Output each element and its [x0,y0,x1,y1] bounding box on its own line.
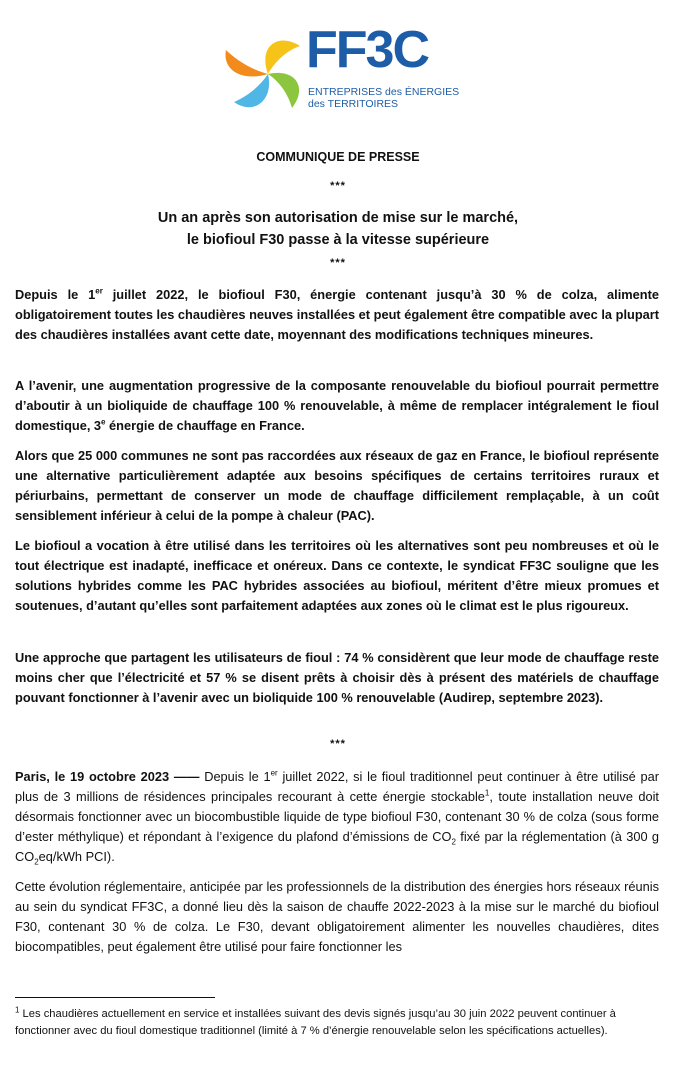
logo-tagline-line2: des TERRITOIRES [308,98,399,110]
body-paragraph-2: Cette évolution réglementaire, anticipée par les professionnels de la distribution des énergies hors réseaux réunis au sein du syndicat FF3C, a donné lieu dès la saison de chauffe 2022-2023 à la mise sur le marché du biofioul F30, contenant 30 % de colza. Le F30, devant obligatoirement alimenter les nouvelles chaudières, dites biocompatibles, peut également être utilisé pour faire fonctionner les [15,879,659,954]
intro-paragraph-4: Le biofioul a vocation à être utilisé dans les territoires où les alternatives sont peu nombreuses et où le tout électrique est inadapté, inefficace et onéreux. Dans ce contexte, le syndicat FF3C souligne que les solutions hybrides comme les PAC hybrides associées au biofioul, méritent d’être mieux promues et soutenues, d’autant qu’elles sont parfaitement adaptées aux zones où le climat est le plus rigoureux. [15,538,659,613]
separator: *** [330,738,346,750]
footnote: $^1$ Les chaudières actuellement en service et installées suivant des devis signés jusqu’au 30 juin 2022 peuvent continuer à fonctionner avec du fioul domestique traditionnel (limité à 7 % d’énergie renouvelable selon les spécifications actuelles). [15,1005,616,1037]
dateline: Paris, le 19 octobre 2023 [15,769,170,784]
intro-paragraph-1: Depuis le 1er juillet 2022, le biofioul F30, énergie contenant jusqu’à 30 % de colza, alimente obligatoirement toutes les chaudières neuves installées et peut également être compatible avec la plupart des chaudières installées avant cette date, moyennant des modifications techniques mineures. [15,286,659,342]
intro-paragraph-2: A l’avenir, une augmentation progressive de la composante renouvelable du biofioul pourrait permettre d’aboutir à un bioliquide de chauffage 100 % renouvelable, à même de remplacer intégralement le fioul domestique, 3e énergie de chauffage en France. [15,378,659,433]
footnote-ref: 1 [484,788,490,798]
headline-line2: le biofioul F30 passe à la vitesse supérieure [186,232,490,248]
separator: *** [330,257,346,269]
intro-paragraph-3: Alors que 25 000 communes ne sont pas raccordées aux réseaux de gaz en France, le biofioul représente une alternative particulièrement adaptée aux besoins spécifiques de certains territoires ruraux et périurbains, permettant de conserver un mode de chauffage difficilement remplaçable, à un coût sensiblement inférieur à celui de la pompe à chaleur (PAC). [15,448,659,523]
headline [15,207,661,251]
document-type-heading: COMMUNIQUE DE PRESSE [256,150,420,164]
footnote-divider [15,997,215,998]
separator: *** [330,180,346,192]
ff3c-logo [218,16,458,126]
headline-line1: Un an après son autorisation de mise sur le marché, [157,210,519,226]
logo-wordmark: FF3C [306,21,428,79]
pinwheel-logo-icon [218,16,308,126]
logo-tagline-line1: ENTREPRISES des ÉNERGIES [308,86,460,98]
body-paragraph-1: Paris, le 19 octobre 2023 —— Depuis le 1er juillet 2022, si le fioul traditionnel peut continuer à être utilisé par plus de 3 millions de résidences principales recourant à cette énergie stockable$^1$, toute installation neuve doit désormais fonctionner avec un biocombustible liquide de type biofioul F30, contenant 30 % de colza (sous forme d’ester méthylique) et répondant à l’exigence du plafond d’émissions de $CO_2$ fixé par la réglementation (à 300 g $CO_2eq$/kWh PCI). [15,768,659,867]
intro-paragraph-5: Une approche que partagent les utilisateurs de fioul : 74 % considèrent que leur mode de chauffage reste moins cher que l’électricité et 57 % se disent prêts à choisir dès à présent des matériels de chauffage pouvant fonctionner à l’avenir avec un bioliquide 100 % renouvelable (Audirep, septembre 2023). [15,650,659,705]
